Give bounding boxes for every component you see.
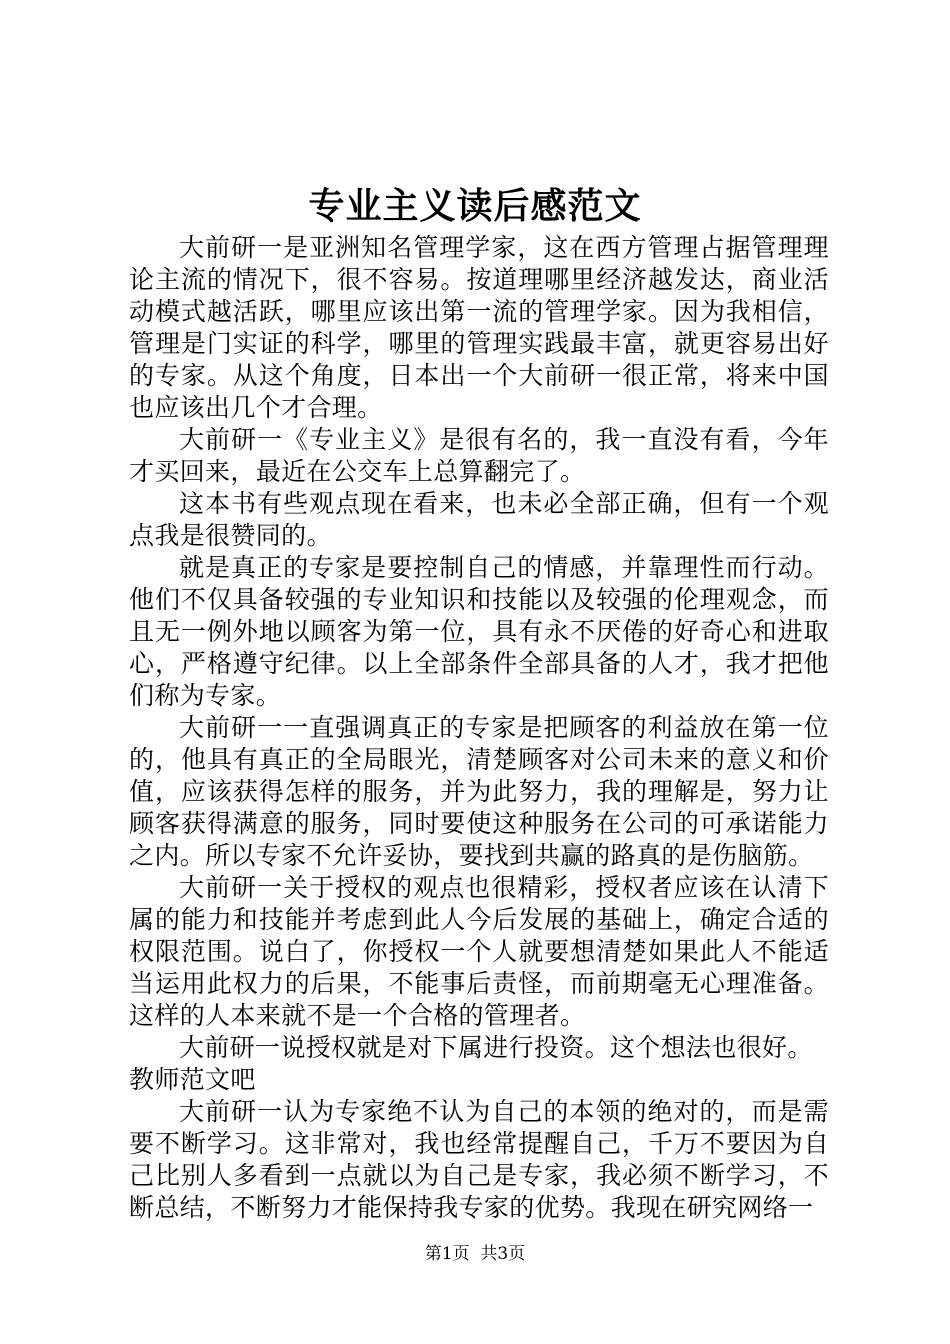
paragraph-9: 大前研一认为专家绝不认为自己的本领的绝对的，而是需要不断学习。这非常对，我也经常提醒自己，千万不要因为自己比别人多看到一点就以为自己是专家，我必须不断学习，不断总结，不断努力才能保持我专家的优势。我现在研究网络一 bbox=[129, 1097, 829, 1222]
paragraph-1: 大前研一是亚洲知名管理学家，这在西方管理占据管理理论主流的情况下，很不容易。按道理哪里经济越发达，商业活动模式越活跃，哪里应该出第一流的管理学家。因为我相信，管理是门实证的科学，哪里的管理实践最丰富，就更容易出好的专家。从这个角度，日本出一个大前研一很正常，将来中国也应该出几个才合理。 bbox=[129, 233, 829, 422]
paragraph-3: 这本书有些观点现在看来，也未必全部正确，但有一个观点我是很赞同的。 bbox=[129, 489, 829, 550]
footer-spacer bbox=[470, 1244, 481, 1264]
paragraph-5: 大前研一一直强调真正的专家是把顾客的利益放在第一位的，他具有真正的全局眼光，清楚顾客对公司未来的意义和价值，应该获得怎样的服务，并为此努力，我的理解是，努力让顾客获得满意的服务，同时要使这种服务在公司的可承诺能力之内。所以专家不允许妥协，要找到共赢的路真的是伤脑筋。 bbox=[129, 713, 829, 870]
document-body bbox=[129, 232, 829, 1224]
page-footer bbox=[0, 1242, 950, 1266]
document-title: 专业主义读后感范文 bbox=[308, 185, 642, 227]
paragraph-2: 大前研一《专业主义》是很有名的，我一直没有看，今年才买回来，最近在公交车上总算翻完了。 bbox=[129, 425, 829, 486]
paragraph-8-watermark-text: 教师范文吧 bbox=[129, 1065, 256, 1094]
paragraph-6: 大前研一关于授权的观点也很精彩，授权者应该在认清下属的能力和技能并考虑到此人今后发展的基础上，确定合适的权限范围。说白了，你授权一个人就要想清楚如果此人不能适当运用此权力的后果，不能事后责怪，而前期毫无心理准备。这样的人本来就不是一个合格的管理者。 bbox=[129, 873, 829, 1030]
page-number: 第1页 bbox=[424, 1244, 470, 1264]
paragraph-7: 大前研一说授权就是对下属进行投资。这个想法也很好。 bbox=[179, 1033, 813, 1062]
paragraph-4: 就是真正的专家是要控制自己的情感，并靠理性而行动。他们不仅具备较强的专业知识和技能以及较强的伦理观念，而且无一例外地以顾客为第一位，具有永不厌倦的好奇心和进取心，严格遵守纪律。以上全部条件全部具备的人才，我才把他们称为专家。 bbox=[129, 553, 829, 710]
page-total: 共3页 bbox=[480, 1244, 526, 1264]
